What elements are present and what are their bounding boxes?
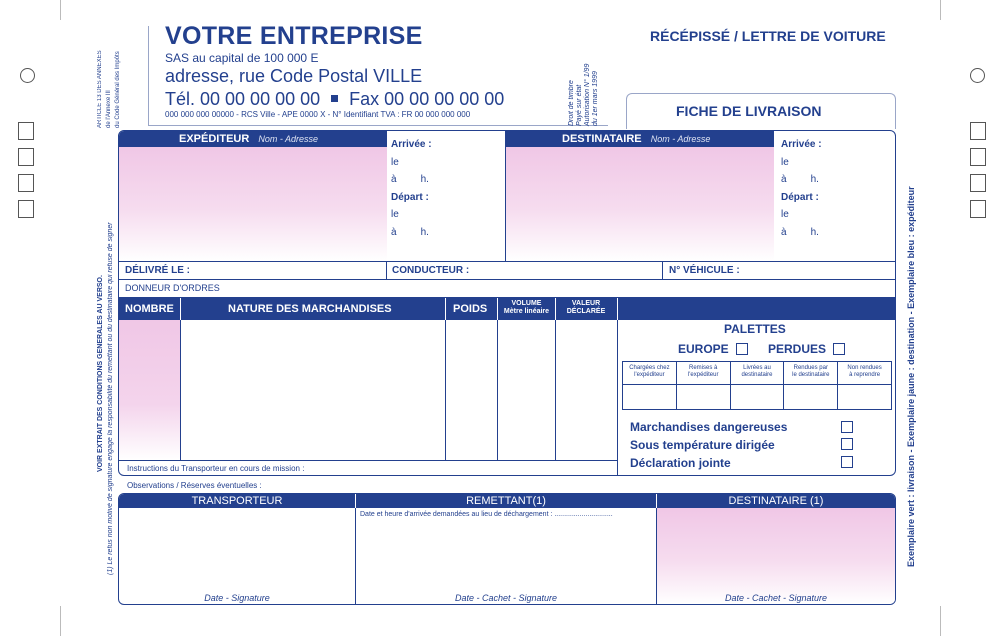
divider: [119, 460, 617, 461]
tractor-marks-left: [18, 122, 34, 246]
nature-column[interactable]: [181, 320, 445, 460]
header-sep: [355, 494, 356, 508]
transporteur-signature-area[interactable]: [119, 508, 355, 604]
recipient-arrival-date[interactable]: le: [781, 156, 789, 168]
recipient-departure-time[interactable]: à h.: [781, 226, 819, 238]
general-conditions-note: VOIR EXTRAIT DES CONDITIONS GÉNÉRALES AU VERSO.: [97, 275, 104, 472]
legal-left-note: ARTICLE 13 DES ANNEXES de l'Annexe III du Code Général des Impôts: [97, 50, 121, 128]
punch-hole-left: [20, 68, 35, 83]
dangerous-goods-checkbox[interactable]: [841, 421, 853, 433]
company-fax: Fax 00 00 00 00 00: [349, 89, 505, 109]
valeur-column[interactable]: [556, 320, 617, 460]
document-title: RÉCÉPISSÉ / LETTRE DE VOITURE: [650, 28, 886, 44]
col-nombre-header: NOMBRE: [125, 303, 174, 315]
refusal-note: (1) Le refus non motivé de signature engage la responsabilité du remettant ou du destinataire qui refuse de signer: [107, 222, 114, 575]
col-volume-header: VOLUME Mètre linéaire: [503, 300, 550, 315]
remettant-header: REMETTANT(1): [466, 495, 546, 507]
poids-column[interactable]: [446, 320, 497, 460]
header-sep: [617, 298, 618, 320]
recipient-arrival-time[interactable]: à h.: [781, 174, 819, 185]
nombre-column[interactable]: [119, 320, 180, 460]
sender-header: [119, 131, 387, 147]
header-sep: [656, 494, 657, 508]
cut-mark: [60, 606, 61, 636]
recipient-departure-date[interactable]: le: [781, 209, 789, 220]
sender-address-field[interactable]: [119, 147, 387, 261]
divider: [386, 261, 387, 279]
cut-mark: [60, 0, 61, 20]
donneur-ordres-field[interactable]: DONNEUR D'ORDRES: [125, 283, 220, 293]
remettant-signature-label: Date - Cachet - Signature: [454, 593, 558, 603]
vehicle-field[interactable]: N° VÉHICULE :: [669, 265, 740, 276]
destinataire-signature-label: Date - Cachet - Signature: [724, 593, 828, 603]
recipient-header: [506, 131, 774, 147]
tractor-marks-right: [970, 122, 986, 246]
header-sep: [497, 298, 498, 320]
driver-field[interactable]: CONDUCTEUR :: [392, 265, 470, 276]
transporteur-signature-label: Date - Signature: [204, 593, 270, 603]
sender-departure-date[interactable]: le: [391, 209, 399, 220]
sender-departure-time[interactable]: à h.: [391, 226, 429, 238]
cut-mark: [940, 0, 941, 20]
pallet-col-returned-recipient[interactable]: Rendues par le destinataire: [784, 362, 838, 409]
sender-arrival-label: Arrivée :: [391, 139, 432, 150]
divider: [617, 320, 618, 476]
header-sep: [445, 298, 446, 320]
sender-times: [391, 136, 499, 241]
divider: [662, 261, 663, 279]
remettant-signature-area[interactable]: [356, 508, 656, 604]
sender-arrival-date[interactable]: le: [391, 156, 399, 168]
destinataire-signature-area[interactable]: [657, 508, 895, 604]
joint-declaration-label: Déclaration jointe: [630, 456, 731, 470]
temperature-checkbox[interactable]: [841, 438, 853, 450]
divider: [119, 279, 895, 280]
fiche-livraison-title: FICHE DE LIVRAISON: [676, 103, 822, 119]
dangerous-goods-label: Marchandises dangereuses: [630, 420, 788, 434]
pallet-col-not-returned[interactable]: Non rendues à reprendre: [838, 362, 891, 409]
company-phone-fax: [165, 89, 504, 110]
sender-arrival-time[interactable]: à h.: [391, 174, 429, 185]
divider: [119, 261, 895, 262]
perdues-option[interactable]: PERDUES: [768, 342, 845, 356]
recipient-title: DESTINATAIRE: [562, 133, 642, 145]
col-poids-header: POIDS: [453, 303, 488, 315]
temperature-label: Sous température dirigée: [630, 438, 775, 452]
destinataire-header: DESTINATAIRE (1): [728, 495, 824, 507]
company-address: adresse, rue Code Postal VILLE: [165, 66, 423, 86]
pallet-col-returned-sender[interactable]: Remises à l'expéditeur: [677, 362, 731, 409]
transporteur-header: TRANSPORTEUR: [191, 495, 283, 507]
volume-column[interactable]: [498, 320, 555, 460]
recipient-arrival-label: Arrivée :: [781, 139, 822, 150]
company-phone: Tél. 00 00 00 00 00: [165, 89, 321, 109]
delivered-on-field[interactable]: DÉLIVRÉ LE :: [125, 265, 191, 276]
col-valeur-header: VALEUR DÉCLARÉE: [566, 300, 606, 315]
company-name: VOTRE ENTREPRISE: [165, 22, 423, 50]
sender-departure-label: Départ :: [391, 191, 429, 203]
pallet-col-loaded[interactable]: Chargées chez l'expéditeur: [623, 362, 677, 409]
recipient-departure-label: Départ :: [781, 191, 819, 203]
pallet-col-delivered[interactable]: Livrées au destinataire: [731, 362, 785, 409]
company-capital: SAS au capital de 100 000 E: [165, 51, 319, 65]
sender-title: EXPÉDITEUR: [179, 133, 250, 145]
remettant-note: Date et heure d'arrivée demandées au lieu de déchargement : ..............................: [360, 511, 613, 518]
europe-option[interactable]: EUROPE: [678, 342, 748, 356]
sender-subtitle: Nom - Adresse: [258, 134, 319, 144]
cut-mark: [940, 606, 941, 636]
stamp-note: Droit de timbre Payé sur état Autorisation N° 1/99 du 1er mars 1999: [568, 63, 599, 126]
copy-distribution-note: Exemplaire vert : livraison - Exemplaire jaune : destination - Exemplaire bleu : expéditeur: [906, 186, 916, 567]
header-sep: [555, 298, 556, 320]
observations-field[interactable]: Observations / Réserves éventuelles :: [127, 481, 262, 490]
recipient-subtitle: Nom - Adresse: [650, 134, 711, 144]
recipient-times: [781, 136, 889, 241]
instructions-field[interactable]: Instructions du Transporteur en cours de mission :: [127, 464, 305, 473]
europe-checkbox[interactable]: [736, 343, 748, 355]
joint-declaration-checkbox[interactable]: [841, 456, 853, 468]
pallet-table: [622, 361, 892, 410]
col-nature-header: NATURE DES MARCHANDISES: [228, 303, 392, 315]
perdues-checkbox[interactable]: [833, 343, 845, 355]
punch-hole-right: [970, 68, 985, 83]
header-sep: [180, 298, 181, 320]
pallets-title: PALETTES: [724, 322, 786, 336]
recipient-address-field[interactable]: [506, 147, 774, 261]
bullet-square: [331, 95, 338, 102]
company-ids: 000 000 000 00000 - RCS Ville - APE 0000 X - N° Identifiant TVA : FR 00 000 000 000: [165, 110, 471, 119]
